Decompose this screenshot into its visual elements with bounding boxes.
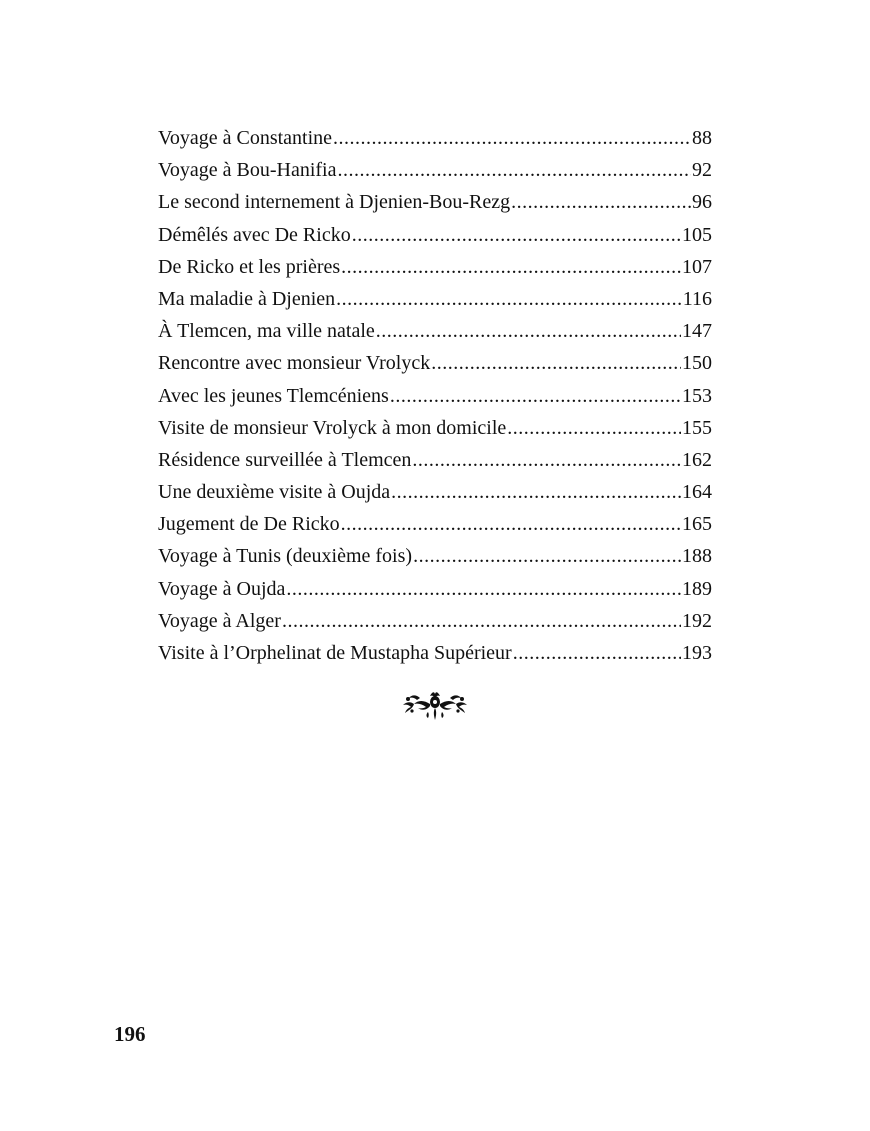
toc-leader-dots [282,605,681,637]
toc-entry [158,154,712,186]
toc-entry [158,186,712,218]
toc-entry [158,605,712,637]
toc-entry [158,251,712,283]
toc-leader-dots [376,315,681,347]
toc-entry-page: 189 [682,577,712,600]
toc-entry [158,283,712,315]
toc-leader-dots [413,540,681,572]
toc-entry-page: 193 [682,642,712,664]
toc-entry-title: Voyage à Constantine [158,127,333,149]
toc-leader-dots [507,412,681,444]
toc-entry-page: 165 [682,513,712,536]
toc-entry-page: 155 [682,416,712,439]
toc-entry-page: 92 [692,159,712,182]
toc-entry-title: Ma maladie à Djenien [158,287,336,310]
toc-entry-page: 164 [682,481,712,504]
toc-entry-title: À Tlemcen, ma ville natale [158,320,375,343]
toc-entry-title: Visite à l’Orphelinat de Mustapha Supérieur [158,642,512,664]
toc-entry-title: Rencontre avec monsieur Vrolyck [158,352,431,375]
toc-leader-dots [333,122,691,154]
toc-entry [158,122,712,154]
toc-entry-title: Démêlés avec De Ricko [158,223,351,246]
toc-entry-page: 147 [682,320,712,343]
toc-entry-page: 153 [682,384,712,407]
toc-entry-title: Jugement de De Ricko [158,513,340,536]
toc-entry-page: 150 [682,352,712,375]
toc-entry-title: Voyage à Oujda [158,577,286,600]
toc-leader-dots [513,637,681,669]
toc-entry-title: Avec les jeunes Tlemcéniens [158,384,389,407]
table-of-contents [158,122,712,669]
toc-entry-title: Visite de monsieur Vrolyck à mon domicile [158,416,507,439]
toc-leader-dots [341,251,681,283]
toc-entry [158,315,712,347]
toc-entry [158,219,712,251]
toc-leader-dots [336,283,682,315]
toc-entry-title: Une deuxième visite à Oujda [158,481,391,504]
toc-leader-dots [286,573,681,605]
toc-entry [158,444,712,476]
toc-leader-dots [352,219,681,251]
toc-leader-dots [511,186,691,218]
toc-leader-dots [391,476,681,508]
toc-entry [158,412,712,444]
toc-entry [158,637,712,669]
toc-entry-title: Résidence surveillée à Tlemcen [158,448,412,471]
toc-entry-page: 192 [682,609,712,632]
toc-entry [158,573,712,605]
toc-entry-title: Voyage à Tunis (deuxième fois) [158,545,413,568]
toc-entry-page: 188 [682,545,712,568]
toc-entry-page: 107 [682,255,712,278]
toc-entry-title: Le second internement à Djenien-Bou-Rezg [158,191,511,214]
toc-entry [158,540,712,572]
toc-entry-page: 96 [692,191,712,214]
page-number: 196 [114,1022,146,1046]
toc-entry-page: 162 [682,448,712,471]
toc-entry-page: 116 [682,287,712,310]
floral-ornament-icon [400,686,470,722]
toc-entry-page: 88 [692,127,712,149]
toc-leader-dots [431,347,681,379]
toc-entry [158,476,712,508]
toc-entry-page: 105 [682,223,712,246]
toc-entry-title: Voyage à Alger [158,609,281,632]
toc-entry [158,347,712,379]
toc-leader-dots [341,508,681,540]
toc-leader-dots [412,444,681,476]
toc-entry [158,380,712,412]
toc-entry-title: Voyage à Bou-Hanifia [158,159,337,182]
toc-leader-dots [337,154,691,186]
toc-entry-title: De Ricko et les prières [158,255,341,278]
toc-leader-dots [390,380,681,412]
toc-entry [158,508,712,540]
